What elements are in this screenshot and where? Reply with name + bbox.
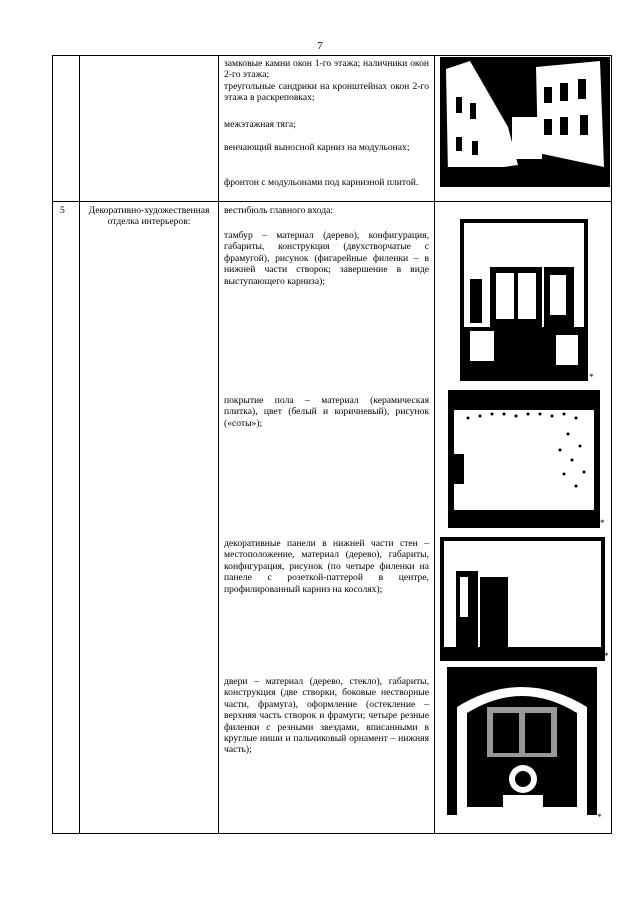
feature-item: треугольные сандрики на кронштейнах окон 2-го этажа в раскреповках; [224,81,429,104]
section-heading: вестибюль главного входа: [224,205,334,216]
feature-item: двери – материал (дерево, стекло), габариты, конструкция (две створки, боковые нестворные части, фрамуга), оформление (остекление – верхняя часть створок и фрамуги; четыре резные филенки с резными звездами, вписанными в круглые ниши и пальчиковый орнамент – нижняя часть); [224,676,429,756]
photo-mark: * [604,651,609,661]
page-number: 7 [317,40,323,52]
row-title: Декоративно-художественная отделка интерьеров: [88,205,210,228]
photo-mark: * [600,518,605,528]
tambour-photo [460,219,588,381]
feature-item: декоративные панели в нижней части стен – местоположение, материал (дерево), габариты, конфигурация, рисунок (по четыре филенки на панеле с розеткой-паттерой в центре, профилированный карниз на косолях); [224,538,429,595]
row-number: 5 [60,205,65,216]
facade-photo [440,57,610,187]
photo-mark: * [597,812,602,822]
feature-item: замковые камни окон 1-го этажа; наличники окон 2-го этажа; [224,58,429,81]
doors-photo [447,667,597,815]
floor-photo [448,390,600,528]
feature-item: межэтажная тяга; [224,119,296,130]
photo-mark: * [589,372,594,382]
feature-item: тамбур – материал (дерево), конфигурация, габариты, конструкция (двухстворчатые с фрамугой), рисунок (фигарейные филенки – в нижней части створок; завершение в виде выступающего карниза); [224,230,429,287]
feature-item: покрытие пола – материал (керамическая плитка), цвет (белый и коричневый), рисунок («соты»); [224,395,429,429]
feature-item: фронтон с модульонами под карнизной плитой. [224,177,419,188]
wall-panels-photo [440,537,605,661]
feature-item: венчающий выносной карниз на модульонах; [224,142,410,153]
